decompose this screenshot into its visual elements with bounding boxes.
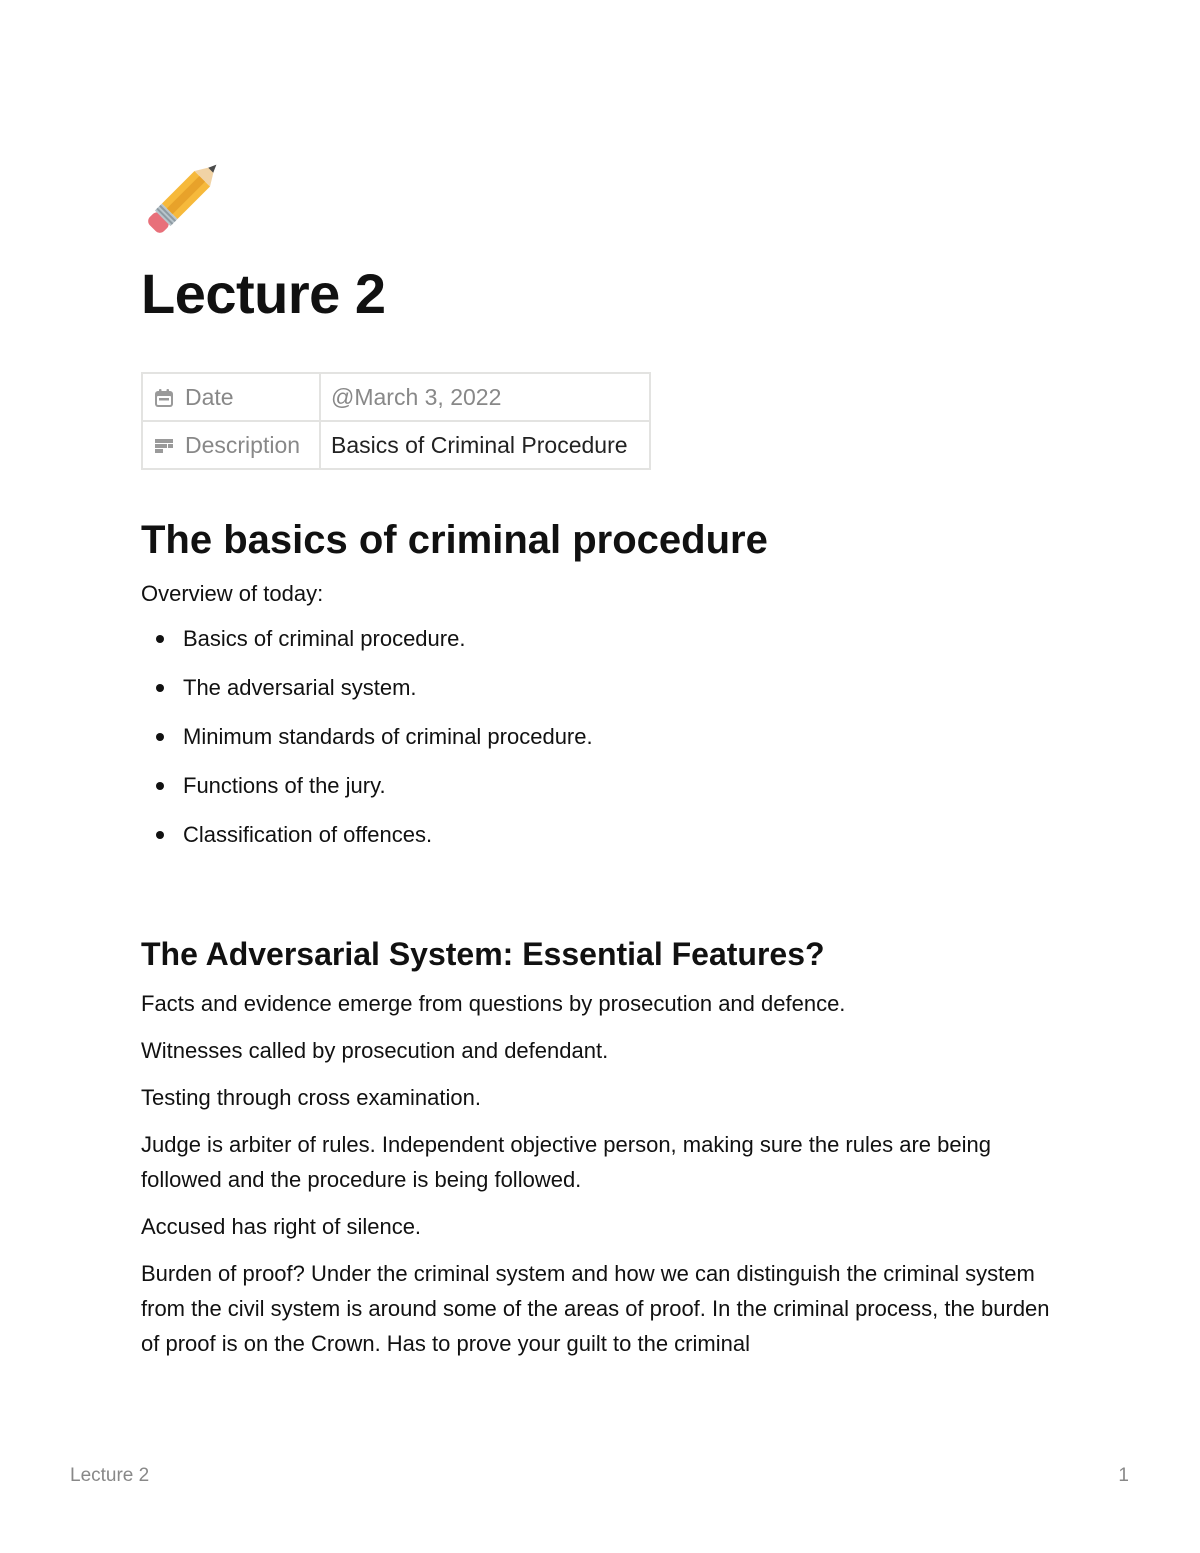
section-heading-adversarial: The Adversarial System: Essential Features? xyxy=(141,936,825,972)
overview-text: Overview of today: xyxy=(141,581,324,606)
property-value-description[interactable]: Basics of Criminal Procedure xyxy=(320,421,650,469)
list-item-text: The adversarial system. xyxy=(183,675,417,700)
list-item-text: Functions of the jury. xyxy=(183,773,386,798)
property-row-date xyxy=(142,373,650,421)
list-item xyxy=(141,719,1061,754)
property-key-description xyxy=(142,421,320,469)
list-item xyxy=(141,817,1061,852)
section-heading-basics: The basics of criminal procedure xyxy=(141,518,768,562)
text-lines-icon xyxy=(153,435,175,457)
property-label: Date xyxy=(185,383,234,410)
list-item-text: Classification of offences. xyxy=(183,822,433,847)
property-row-description xyxy=(142,421,650,469)
bullet-icon xyxy=(156,733,164,741)
list-item xyxy=(141,670,1061,705)
list-item xyxy=(141,768,1061,803)
overview-list xyxy=(141,621,1061,852)
calendar-icon xyxy=(153,387,175,409)
bullet-icon xyxy=(156,684,164,692)
paragraph: Accused has right of silence. xyxy=(141,1214,422,1239)
bullet-icon xyxy=(156,831,164,839)
list-item-text: Basics of criminal procedure. xyxy=(183,626,466,651)
paragraph: Testing through cross examination. xyxy=(141,1085,481,1110)
paragraph: Witnesses called by prosecution and defendant. xyxy=(141,1038,609,1063)
bullet-icon xyxy=(156,635,164,643)
properties-table xyxy=(141,372,651,470)
page-number: 1 xyxy=(1118,1465,1129,1486)
property-key-date xyxy=(142,373,320,421)
document-page xyxy=(141,150,1061,1361)
property-label: Description xyxy=(185,431,301,458)
list-item-text: Minimum standards of criminal procedure. xyxy=(183,724,593,749)
list-item xyxy=(141,621,1061,656)
paragraph: Burden of proof? Under the criminal system and how we can distinguish the criminal system from the civil system is around some of the areas of proof. In the criminal process, the burden of proof is on the Crown. Has to prove your guilt to the criminal xyxy=(141,1261,1050,1356)
pencil-icon xyxy=(141,150,231,240)
footer-title: Lecture 2 xyxy=(70,1465,150,1486)
paragraph: Judge is arbiter of rules. Independent objective person, making sure the rules are being followed and the procedure is being followed. xyxy=(141,1132,991,1192)
paragraph: Facts and evidence emerge from questions by prosecution and defence. xyxy=(141,991,846,1016)
page-title: Lecture 2 xyxy=(141,262,386,325)
bullet-icon xyxy=(156,782,164,790)
property-value-date[interactable]: @March 3, 2022 xyxy=(320,373,650,421)
